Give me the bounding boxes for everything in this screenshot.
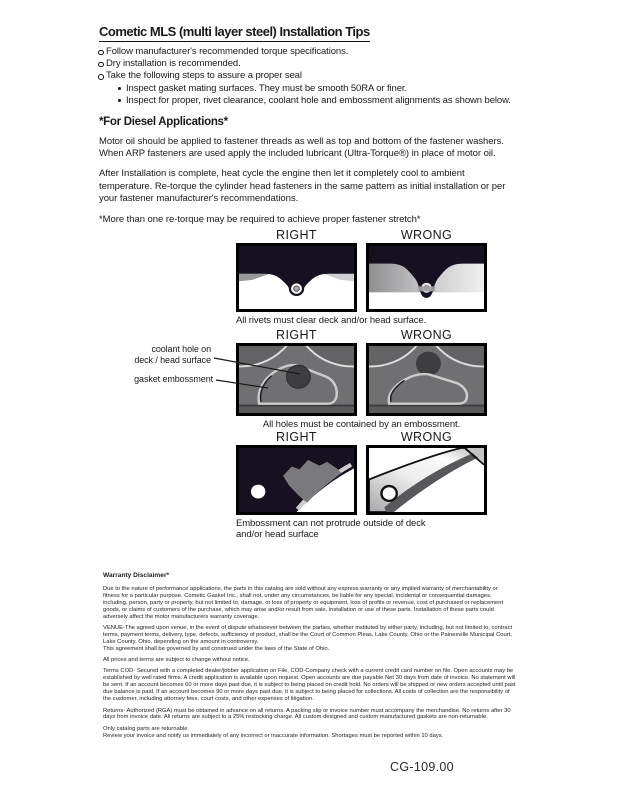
legal-paragraph: Only catalog parts are returnable. <box>103 725 190 732</box>
gasket-embossment-label: gasket embossment <box>134 374 213 384</box>
open-bullet-icon <box>98 62 104 68</box>
coolant-hole-label: coolant hole on deck / head surface <box>134 344 211 365</box>
legal-paragraph: VENUE-The agreed upon venue, in the event of dispute whatsoever between the parties, whether instituted by either party, including, but not limited to, contract terms, payment terms, delivery, type, defects, sufficiency of product, shall be the Court of Common Pleas, Lake County, Ohio or the Painesville Municipal Court, Lake County, Ohio, depending on the amount in controversy. <box>103 624 513 645</box>
tip-text: Follow manufacturer's recommended torque specifications. <box>106 46 349 57</box>
page-code: CG-109.00 <box>390 760 454 774</box>
wrong-label: WRONG <box>400 228 453 242</box>
diagram-caption: All holes must be contained by an embossment. <box>262 419 461 430</box>
hole-right-diagram <box>236 343 357 416</box>
diesel-section <box>99 116 516 234</box>
open-bullet-icon <box>98 74 104 80</box>
list-item <box>97 58 529 70</box>
tip-text: Dry installation is recommended. <box>106 58 241 70</box>
warranty-disclaimer-section <box>103 573 516 744</box>
tip-text: Inspect for proper, rivet clearance, coolant hole and embossment alignments as shown below. <box>126 94 511 106</box>
rivet-clear-illustration <box>239 246 354 309</box>
tip-text: Inspect gasket mating surfaces. They must be smooth 50RA or finer. <box>126 82 408 94</box>
warranty-heading: Warranty Disclaimer* <box>103 572 170 579</box>
rivet-covered-illustration <box>369 246 484 309</box>
embossment-right-diagram <box>236 445 357 515</box>
diesel-paragraph: After Installation is complete, heat cycle the engine then let it completely cool to ambient temperature. Re-torque the cylinder head fasteners in the same pattern as initial installation or per your fastener manufacturer's recommendations. <box>99 168 506 205</box>
wrong-label: WRONG <box>400 328 453 342</box>
embossment-inside-illustration <box>239 448 354 512</box>
hole-outside-illustration <box>369 346 484 413</box>
legal-paragraph: Terms COD- Secured with a completed dealer/jobber application on File, COD-Company check with a current credit card number on file. Open accounts may be established by well rated firms. A credit application is available upon request. Open accounts are due payable Net 30 days from date of invoice. No statement will be sent. If an account becomes 60 or more days past due, it is subject to being placed on credit hold. No orders will be shipped or new orders accepted until past due balance is paid. If an account becomes 90 or more days past due, it is subject to being placed for collections. All costs of collection are the responsibility of the customer, including attorney fees, court costs, and other expenses of litigation. <box>103 668 516 703</box>
embossment-protruding-illustration <box>369 448 484 512</box>
legal-paragraph: Due to the nature of performance applications, the parts in this catalog are sold without any express warranty or any implied warranty of merchantability or fitness for a particular purpose. Cometic Gasket Inc., shall not, under any circumstances, be liable for any special, incidental or consequential damages, including, person, party or property, but not limited to, damage, or loss of property or equipment, loss of profits or revenue, cost of purchased or replacement goods, or claims of customers of the purchase, which may arise and/or result from sale, installation or use of these parts. Installation of these parts could adversely affect the motor manufacturers warranty coverage. <box>103 585 504 620</box>
filled-bullet-icon <box>118 99 121 102</box>
filled-bullet-icon <box>118 87 121 90</box>
tip-text: Take the following steps to assure a proper seal <box>106 70 302 82</box>
legal-paragraph: All prices and terms are subject to change without notice. <box>103 657 250 664</box>
list-item <box>97 95 529 107</box>
diesel-paragraph: Motor oil should be applied to fastener threads as well as top and bottom of the fastener washers. When ARP fasteners are used apply the included lubricant (Ultra-Torque®) in place of motor oil. <box>99 135 504 160</box>
right-label: RIGHT <box>276 328 317 342</box>
open-bullet-icon <box>98 50 104 56</box>
rivet-right-diagram <box>236 243 357 312</box>
embossment-wrong-diagram <box>366 445 487 515</box>
page-title: Cometic MLS (multi layer steel) Installation Tips <box>99 24 370 42</box>
hole-wrong-diagram <box>366 343 487 416</box>
retorque-note: *More than one re-torque may be required to achieve proper fastener stretch* <box>99 213 421 225</box>
legal-paragraph: This agreement shall be governed by and construed under the laws of the State of Ohio. <box>103 645 330 652</box>
rivet-wrong-diagram <box>366 243 487 312</box>
diesel-heading: *For Diesel Applications* <box>99 116 228 128</box>
right-label: RIGHT <box>276 430 317 444</box>
diagram-caption: All rivets must clear deck and/or head surface. <box>236 315 427 326</box>
diagram-row-embossment-holes <box>236 328 487 430</box>
installation-tips-list <box>97 46 529 107</box>
diagram-caption: Embossment can not protrude outside of deck and/or head surface <box>236 518 426 540</box>
wrong-label: WRONG <box>400 430 453 444</box>
list-item <box>97 83 529 95</box>
list-item <box>97 70 529 82</box>
diagram-row-embossment-protrusion <box>236 430 487 540</box>
legal-paragraph: Returns- Authorized (RGA) must be obtained in advance on all returns. A packing slip or invoice number must accompany the merchandise. No returns after 30 days from invoice date. All returns are subject to a 25% restocking charge. All custom designed and custom manufactured gaskets are non-returnable. <box>103 707 511 721</box>
legal-paragraph: Review your invoice and notify us immediately of any incorrect or inaccurate information. Shortages must be reported within 10 days. <box>103 732 444 739</box>
diagram-row-rivets <box>236 228 487 326</box>
hole-contained-illustration <box>239 346 354 413</box>
right-label: RIGHT <box>276 228 317 242</box>
list-item <box>97 46 529 58</box>
